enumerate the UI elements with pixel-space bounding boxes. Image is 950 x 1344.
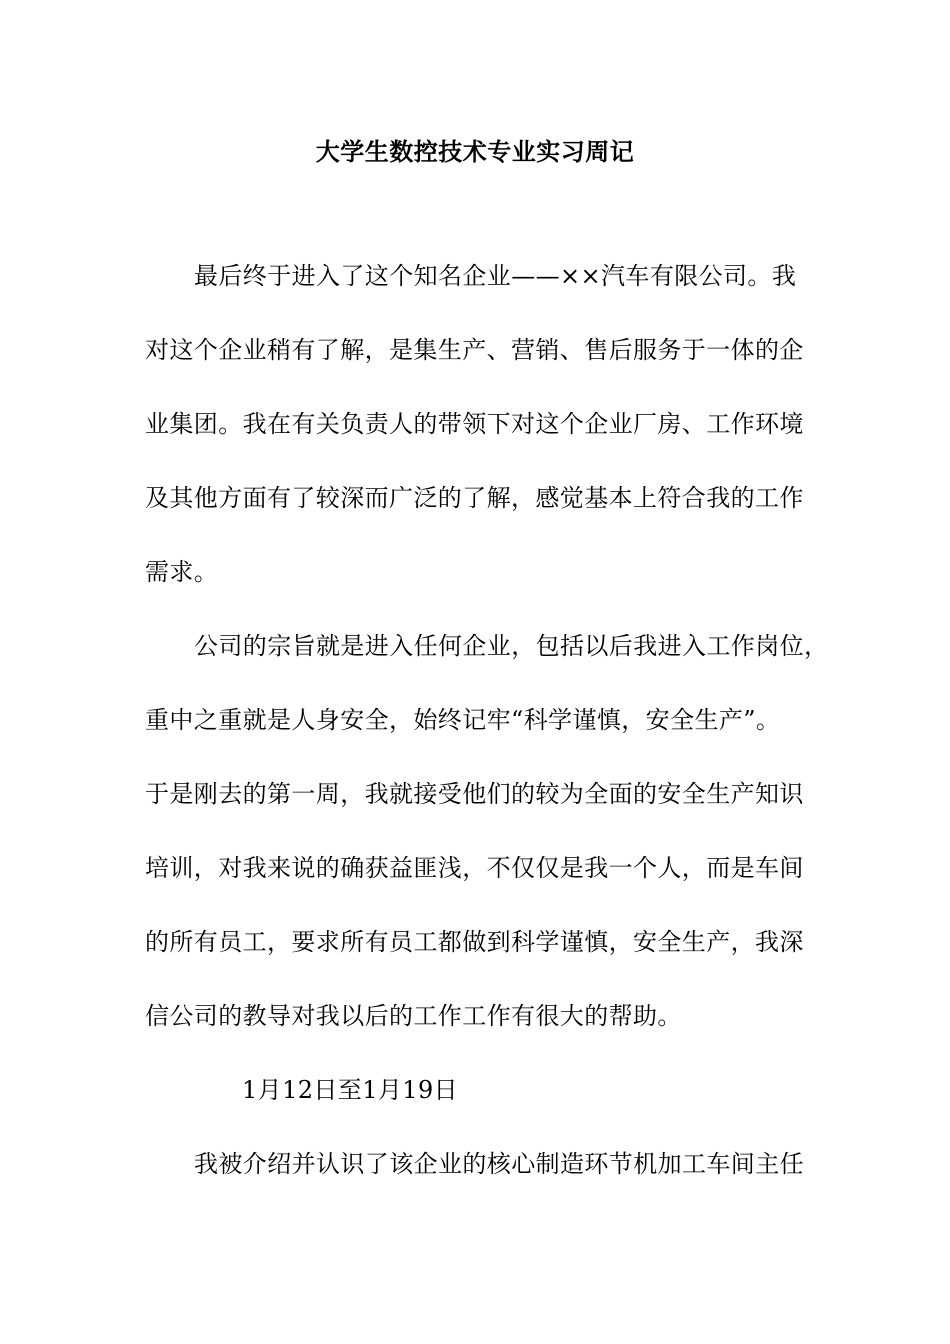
date-range-heading: 1月12日至1月19日 bbox=[242, 1076, 459, 1104]
paragraph-line: 重中之重就是人身安全，始终记牢“科学谨慎，安全生产”。 bbox=[145, 706, 781, 734]
paragraph-line: 对这个企业稍有了解，是集生产、营销、售后服务于一体的企 bbox=[145, 336, 804, 364]
paragraph-line: 培训，对我来说的确获益匪浅，不仅仅是我一个人，而是车间 bbox=[145, 854, 804, 882]
paragraph-line: 我被介绍并认识了该企业的核心制造环节机加工车间主任 bbox=[194, 1150, 804, 1178]
paragraph-line: 信公司的教导对我以后的工作工作有很大的帮助。 bbox=[145, 1002, 682, 1030]
document-title: 大学生数控技术专业实习周记 bbox=[315, 138, 635, 166]
paragraph-line: 于是刚去的第一周，我就接受他们的较为全面的安全生产知识 bbox=[145, 780, 804, 808]
paragraph-line: 最后终于进入了这个知名企业——××汽车有限公司。我 bbox=[194, 262, 797, 290]
paragraph-line: 公司的宗旨就是进入任何企业，包括以后我进入工作岗位， bbox=[194, 632, 829, 660]
paragraph-line: 业集团。我在有关负责人的带领下对这个企业厂房、工作环境 bbox=[145, 410, 804, 438]
paragraph-line: 的所有员工，要求所有员工都做到科学谨慎，安全生产，我深 bbox=[145, 928, 804, 956]
paragraph-line: 需求。 bbox=[145, 558, 219, 586]
paragraph-line: 及其他方面有了较深而广泛的了解，感觉基本上符合我的工作 bbox=[145, 484, 804, 512]
